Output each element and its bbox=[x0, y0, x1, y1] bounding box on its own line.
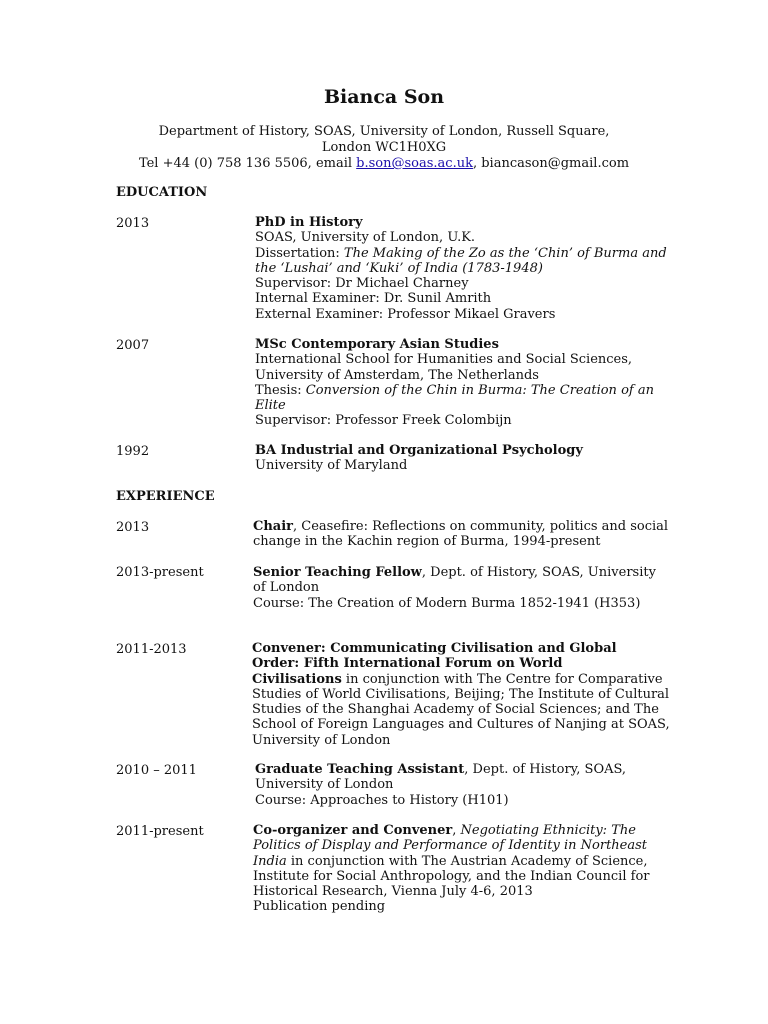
entry-title: Co-organizer and Convener bbox=[253, 823, 453, 838]
thesis-title: Conversion of the Chin in Burma: The Creation of an bbox=[305, 382, 654, 398]
entry-line bbox=[255, 762, 657, 777]
dissertation-title-cont: the ‘Lushai’ and ‘Kuki’ of India (1783-1948) bbox=[255, 260, 543, 276]
entry-line: Course: The Creation of Modern Burma 1852-1941 (H353) bbox=[253, 595, 641, 611]
entry-line bbox=[253, 823, 655, 838]
event-title-cont: Politics of Display and Performance of Identity in Northeast bbox=[253, 838, 648, 854]
entry-line: External Examiner: Professor Mikael Gravers bbox=[255, 306, 556, 322]
entry-title-line: Order: Fifth International Forum on World bbox=[252, 656, 563, 672]
entry-text: , bbox=[452, 823, 461, 838]
entry-line: University of Amsterdam, The Netherlands bbox=[255, 367, 539, 383]
entry-line: SOAS, University of London, U.K. bbox=[255, 230, 476, 246]
entry-line: change in the Kachin region of Burma, 1994-present bbox=[253, 534, 601, 550]
address-line-2: London WC1H0XG bbox=[321, 140, 447, 155]
email-link[interactable]: b.son@soas.ac.uk bbox=[356, 156, 473, 171]
entry-text: , Dept. of History, SOAS, University bbox=[421, 565, 656, 580]
entry-year: 2010 – 2011 bbox=[116, 763, 197, 778]
entry-title: BA Industrial and Organizational Psychology bbox=[255, 443, 583, 458]
entry-title-line: Convener: Communicating Civilisation and Global bbox=[252, 641, 617, 656]
address-line-1: Department of History, SOAS, University of London, Russell Square, bbox=[158, 124, 610, 139]
event-title-end: India bbox=[253, 853, 287, 869]
entry-year: 1992 bbox=[116, 444, 150, 459]
entry-line: Studies of the Shanghai Academy of Social Sciences; and The bbox=[252, 702, 659, 718]
entry-line: Publication pending bbox=[253, 899, 386, 915]
experience-heading: EXPERIENCE bbox=[116, 489, 215, 504]
thesis-label: Thesis: bbox=[255, 382, 306, 398]
contact-prefix: Tel +44 (0) 758 136 5506, email bbox=[138, 156, 357, 171]
entry-line: Supervisor: Dr Michael Charney bbox=[255, 276, 469, 292]
entry-title: Graduate Teaching Assistant bbox=[255, 762, 465, 777]
entry-year: 2011-present bbox=[116, 824, 204, 839]
entry-title-line: Civilisations bbox=[252, 671, 342, 687]
entry-year: 2013 bbox=[116, 520, 150, 535]
thesis-title-cont: Elite bbox=[255, 398, 286, 414]
entry-year: 2013 bbox=[116, 216, 150, 231]
entry-line bbox=[255, 245, 667, 261]
entry-title: Senior Teaching Fellow bbox=[253, 565, 422, 580]
entry-title: MSc Contemporary Asian Studies bbox=[255, 337, 499, 352]
entry-text: , Ceasefire: Reflections on community, politics and social bbox=[293, 519, 669, 534]
dissertation-label: Dissertation: bbox=[255, 245, 344, 261]
contact-line bbox=[0, 156, 768, 171]
event-title: Negotiating Ethnicity: The bbox=[460, 823, 636, 838]
entry-line: International School for Humanities and Social Sciences, bbox=[255, 352, 633, 368]
dissertation-title: The Making of the Zo as the ‘Chin’ of Burma and bbox=[343, 245, 667, 261]
entry-year: 2007 bbox=[116, 338, 150, 353]
cv-name: Bianca Son bbox=[323, 86, 445, 108]
entry-line bbox=[255, 383, 657, 398]
entry-line: Institute for Social Anthropology, and the Indian Council for bbox=[253, 868, 650, 884]
entry-line: Historical Research, Vienna July 4-6, 2013 bbox=[253, 884, 533, 900]
entry-line: University of London bbox=[255, 777, 394, 793]
entry-line: Course: Approaches to History (H101) bbox=[255, 792, 509, 808]
entry-title: Chair bbox=[253, 519, 294, 534]
entry-line bbox=[253, 854, 655, 869]
entry-year: 2011-2013 bbox=[116, 642, 187, 657]
entry-text: , Dept. of History, SOAS, bbox=[464, 762, 627, 777]
entry-line: School of Foreign Languages and Cultures of Nanjing at SOAS, bbox=[252, 717, 670, 733]
entry-line: Studies of World Civilisations, Beijing; The Institute of Cultural bbox=[252, 686, 670, 702]
entry-text: in conjunction with The Austrian Academy of Science, bbox=[286, 853, 648, 869]
entry-line: Internal Examiner: Dr. Sunil Amrith bbox=[255, 291, 492, 307]
entry-line: University of London bbox=[252, 732, 391, 748]
entry-text: in conjunction with The Centre for Comparative bbox=[341, 671, 663, 687]
entry-line: of London bbox=[253, 580, 320, 596]
entry-title: PhD in History bbox=[255, 215, 363, 230]
entry-line bbox=[252, 671, 663, 687]
contact-suffix: , biancason@gmail.com bbox=[472, 156, 630, 171]
entry-line: Supervisor: Professor Freek Colombijn bbox=[255, 413, 512, 429]
entry-line bbox=[253, 565, 655, 580]
entry-year: 2013-present bbox=[116, 565, 204, 580]
entry-line bbox=[253, 519, 669, 534]
entry-line: University of Maryland bbox=[255, 458, 408, 474]
education-heading: EDUCATION bbox=[116, 185, 208, 200]
